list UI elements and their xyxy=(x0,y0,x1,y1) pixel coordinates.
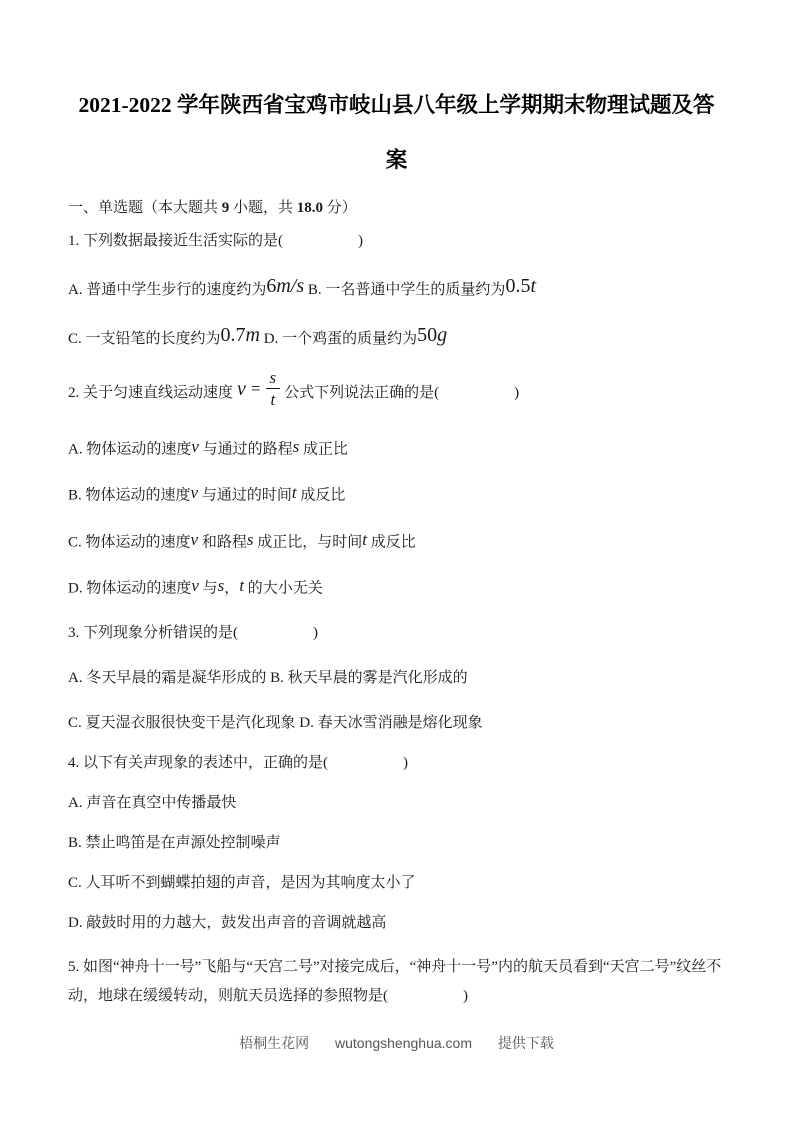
bold-number: 9 xyxy=(221,200,230,216)
math-variable: s xyxy=(246,529,254,549)
text-run: 一支铅笔的长度约为 xyxy=(85,331,221,347)
math-variable: t xyxy=(530,275,536,297)
footer-site-name: 梧桐生花网 xyxy=(239,1035,310,1052)
title-line-2: 案 xyxy=(385,148,408,172)
text-run: 春天冰雪消融是熔化现象 xyxy=(317,715,483,732)
text-run: 声音在真空中传播最快 xyxy=(86,795,237,812)
option-label: D. xyxy=(299,715,318,732)
question-1-stem xyxy=(68,231,725,251)
text-run: 人耳听不到蝴蝶拍翅的声音，是因为其响度太小了 xyxy=(85,875,416,892)
text-run: 一、单选题（本大题共 xyxy=(68,200,222,216)
formula-lhs: v xyxy=(237,377,246,400)
document-title xyxy=(68,78,725,188)
option-label: B. xyxy=(68,835,86,852)
math-variable: v xyxy=(190,529,199,549)
fraction-stack xyxy=(266,369,281,408)
text-run: 普通中学生步行的速度约为 xyxy=(86,282,267,298)
math-number: 0.5 xyxy=(505,275,531,297)
text-run: 秋天早晨的雾是汽化形成的 xyxy=(287,670,468,687)
text-run: 成正比，与时间 xyxy=(253,534,363,551)
question-5-stem xyxy=(68,953,725,1011)
math-variable: m xyxy=(245,324,260,346)
option-label: D. xyxy=(259,331,283,347)
text-run: 成正比 xyxy=(299,441,349,458)
option-label: C. xyxy=(68,715,86,732)
text-run: 物体运动的速度 xyxy=(86,580,192,597)
question-3-stem xyxy=(68,623,725,643)
fraction-denominator: t xyxy=(270,390,276,409)
text-run: 与 xyxy=(198,580,218,597)
text-run: 5. 如图“神舟十一号”飞船与“天宫二号”对接完成后，“神舟十一号”内的航天员看到“天宫二号”纹丝不动，地球在缓缓转动，则航天员选择的参照物是( ) xyxy=(68,959,722,1005)
question-2-option-c xyxy=(68,531,725,552)
question-2-option-b xyxy=(68,484,725,505)
text-run: 夏天湿衣服很快变干是汽化现象 xyxy=(85,715,300,732)
option-label: D. xyxy=(68,915,87,932)
text-run: 与通过的路程 xyxy=(198,441,293,458)
question-1-options-cd xyxy=(68,325,725,349)
text-run: 成反比 xyxy=(296,487,346,504)
footer-site-url: wutongshenghua.com xyxy=(335,1035,472,1052)
math-variable: v xyxy=(191,576,199,596)
section-heading xyxy=(68,198,725,218)
text-run: 4. 以下有关声现象的表述中，正确的是( ) xyxy=(68,755,408,772)
option-label: A. xyxy=(68,441,87,458)
text-run: 物体运动的速度 xyxy=(86,441,192,458)
math-variable: s xyxy=(292,437,300,456)
text-run: 分） xyxy=(323,200,357,216)
text-run: 一个鸡蛋的质量约为 xyxy=(282,331,418,347)
question-3-options-ab xyxy=(68,668,725,688)
text-run: 3. 下列现象分析错误的是( ) xyxy=(68,625,318,642)
text-run: 公式下列说法正确的是( ) xyxy=(284,384,520,401)
math-variable: t xyxy=(362,529,367,549)
question-4-option-b xyxy=(68,833,725,853)
option-label: A. xyxy=(68,282,87,298)
text-run: 2. 关于匀速直线运动速度 xyxy=(68,384,234,401)
option-label: C. xyxy=(68,331,86,347)
text-run: 物体运动的速度 xyxy=(85,534,191,551)
option-label: B. xyxy=(68,487,86,504)
page-footer xyxy=(68,1033,725,1053)
math-variable: v xyxy=(191,437,199,456)
text-run: 禁止鸣笛是在声源处控制噪声 xyxy=(85,835,281,852)
option-label: C. xyxy=(68,875,86,892)
math-variable: t xyxy=(239,576,245,596)
text-run: 与通过的时间 xyxy=(198,487,292,504)
math-variable: m/s xyxy=(276,275,305,297)
option-label: A. xyxy=(68,795,87,812)
bold-number: 18.0 xyxy=(296,200,324,216)
question-2-stem xyxy=(68,368,725,413)
title-line-1: 2021-2022 学年陕西省宝鸡市岐山县八年级上学期期末物理试题及答 xyxy=(78,93,715,117)
option-label: C. xyxy=(68,534,86,551)
question-2-option-d xyxy=(68,577,725,598)
math-variable: t xyxy=(291,483,297,503)
formula-fraction xyxy=(233,369,284,408)
option-label: B. xyxy=(270,670,288,687)
text-run: 一名普通中学生的质量约为 xyxy=(325,282,506,298)
text-run: 敲鼓时用的力越大，鼓发出声音的音调就越高 xyxy=(86,915,387,932)
question-4-option-d xyxy=(68,913,725,933)
text-run: 的大小无关 xyxy=(244,580,323,597)
text-run: 和路程 xyxy=(198,534,247,551)
option-label: D. xyxy=(68,580,87,597)
question-4-option-c xyxy=(68,873,725,893)
option-label: A. xyxy=(68,670,87,687)
math-variable: v xyxy=(190,483,199,503)
question-1-options-ab xyxy=(68,276,725,300)
footer-download-note: 提供下载 xyxy=(497,1035,554,1052)
option-label: B. xyxy=(304,282,326,298)
text-run: 1. 下列数据最接近生活实际的是( ) xyxy=(68,233,363,249)
text-run: 小题，共 xyxy=(229,200,297,216)
question-4-option-a xyxy=(68,793,725,813)
math-variable: g xyxy=(437,324,448,346)
question-4-stem xyxy=(68,753,725,773)
fraction-numerator: s xyxy=(266,369,281,389)
text-run: 成反比 xyxy=(366,534,416,551)
text-run: ， xyxy=(224,580,240,597)
question-3-options-cd xyxy=(68,713,725,733)
math-variable: s xyxy=(217,576,225,596)
math-number: 6 xyxy=(266,275,277,297)
text-run: 物体运动的速度 xyxy=(85,487,191,504)
math-number: 50 xyxy=(417,324,438,346)
question-2-option-a xyxy=(68,438,725,459)
equals-sign: = xyxy=(250,379,261,398)
math-number: 0.7 xyxy=(220,324,246,346)
text-run: 冬天早晨的霜是凝华形成的 xyxy=(86,670,271,687)
